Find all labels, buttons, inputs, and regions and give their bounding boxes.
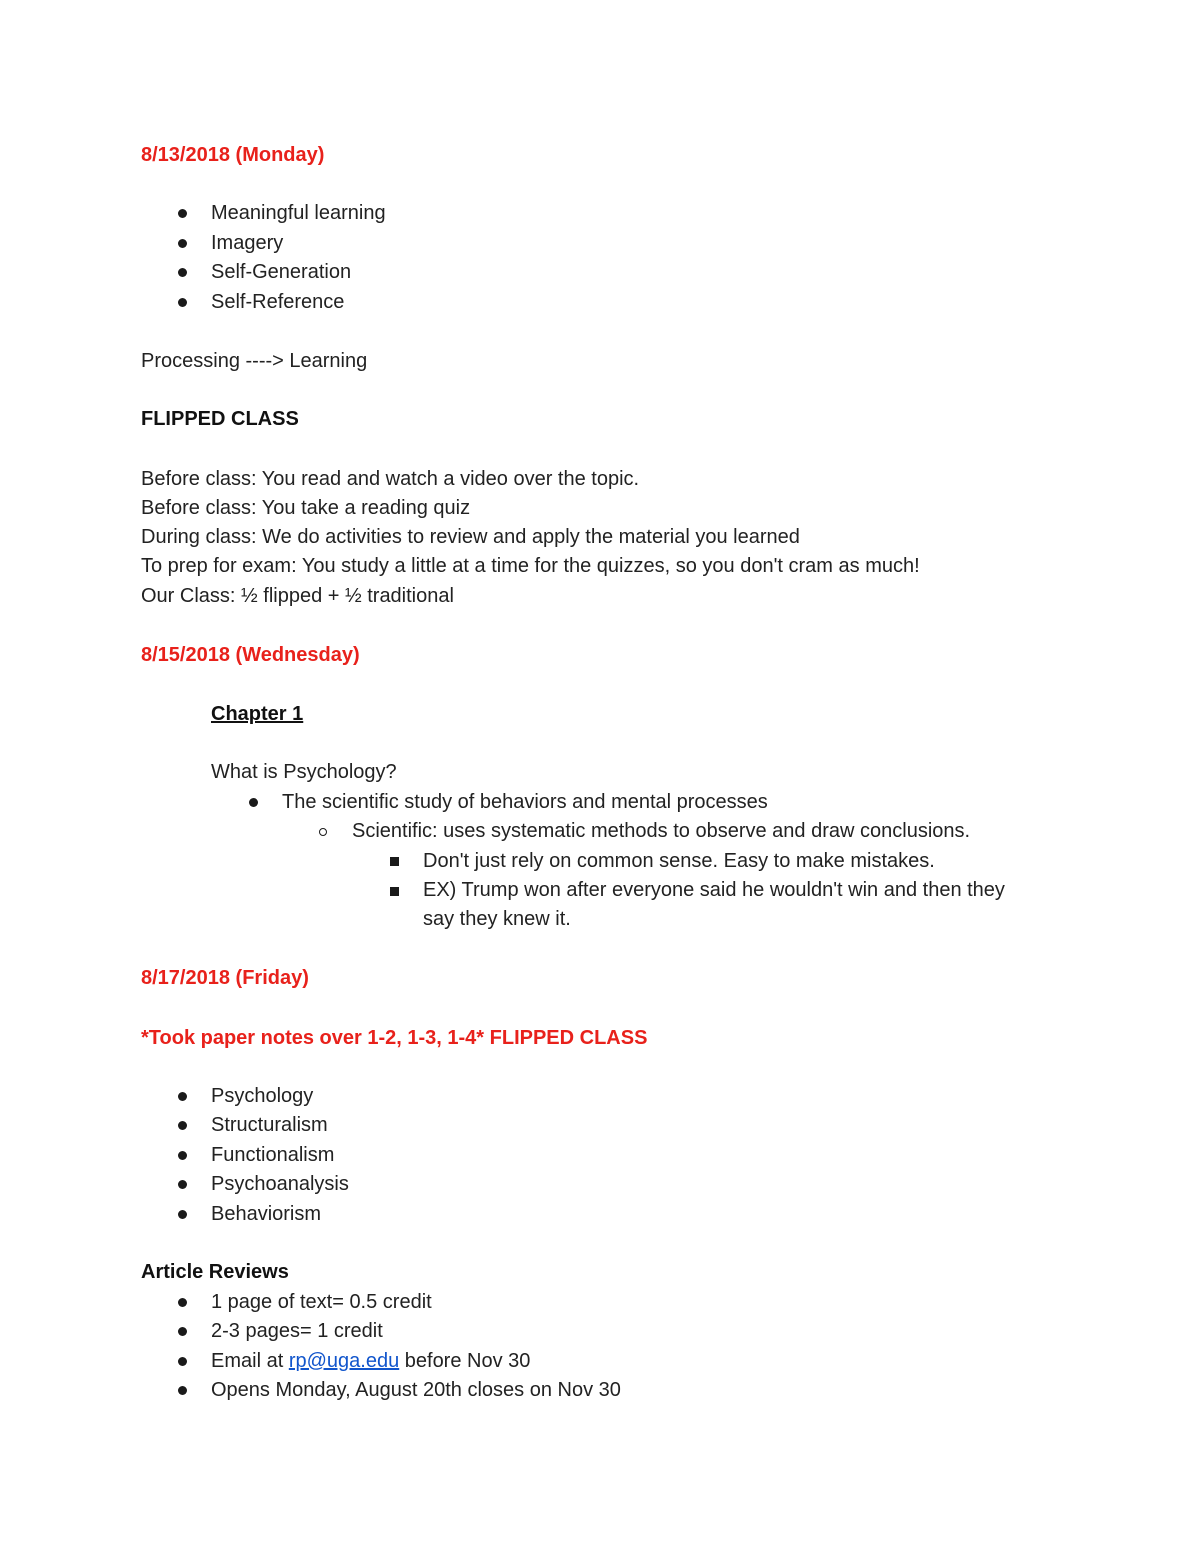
list-item: 2-3 pages= 1 credit	[211, 1320, 383, 1342]
list-item: Meaningful learning	[211, 202, 386, 224]
question-line: What is Psychology?	[211, 761, 397, 783]
email-suffix: before Nov 30	[399, 1350, 531, 1372]
bullet-icon	[178, 239, 187, 248]
list-item: Psychology	[211, 1085, 314, 1107]
list-item: Opens Monday, August 20th closes on Nov 30	[211, 1379, 621, 1401]
paragraph-line: To prep for exam: You study a little at a time for the quizzes, so you don't cram as much!	[141, 555, 920, 577]
list-item: Functionalism	[211, 1144, 335, 1166]
flipped-class-heading: FLIPPED CLASS	[141, 408, 299, 430]
bullet-icon	[178, 268, 187, 277]
bullet-icon	[178, 1210, 187, 1219]
list-item: Behaviorism	[211, 1203, 322, 1225]
date-heading-monday: 8/13/2018 (Monday)	[141, 144, 325, 166]
paragraph-line: Before class: You take a reading quiz	[141, 497, 471, 519]
list-item-level3: EX) Trump won after everyone said he wouldn't win and then they	[423, 879, 1005, 901]
date-heading-friday: 8/17/2018 (Friday)	[141, 967, 309, 989]
list-item-level3-continuation: say they knew it.	[423, 908, 571, 930]
list-item: Psychoanalysis	[211, 1173, 349, 1195]
bullet-icon	[249, 798, 258, 807]
square-bullet-icon	[390, 887, 399, 896]
list-item-level3: Don't just rely on common sense. Easy to make mistakes.	[423, 850, 935, 872]
list-item-level1: The scientific study of behaviors and mental processes	[282, 791, 768, 813]
list-item: Self-Generation	[211, 261, 352, 283]
email-prefix: Email at	[211, 1350, 289, 1372]
chapter-heading: Chapter 1	[211, 703, 304, 725]
bullet-icon	[178, 298, 187, 307]
article-reviews-heading: Article Reviews	[141, 1261, 289, 1283]
paragraph-line: During class: We do activities to review and apply the material you learned	[141, 526, 800, 548]
bullet-icon	[178, 1180, 187, 1189]
date-heading-wednesday: 8/15/2018 (Wednesday)	[141, 644, 360, 666]
bullet-icon	[178, 1298, 187, 1307]
square-bullet-icon	[390, 857, 399, 866]
list-item: Self-Reference	[211, 291, 345, 313]
bullet-icon	[178, 1092, 187, 1101]
email-link[interactable]: rp@uga.edu	[288, 1350, 400, 1372]
bullet-icon	[178, 209, 187, 218]
bullet-icon	[178, 1121, 187, 1130]
processing-line: Processing ----> Learning	[141, 350, 368, 372]
paragraph-line: Our Class: ½ flipped + ½ traditional	[141, 585, 454, 607]
paragraph-line: Before class: You read and watch a video over the topic.	[141, 468, 640, 490]
list-item-level2: Scientific: uses systematic methods to observe and draw conclusions.	[352, 820, 971, 842]
bullet-icon	[178, 1327, 187, 1336]
bullet-icon	[178, 1357, 187, 1366]
hollow-bullet-icon	[319, 828, 327, 836]
list-item: Structuralism	[211, 1114, 328, 1136]
bullet-icon	[178, 1386, 187, 1395]
list-item-email	[211, 1349, 530, 1373]
list-item: Imagery	[211, 232, 284, 254]
list-item: 1 page of text= 0.5 credit	[211, 1291, 432, 1313]
paper-notes-note: *Took paper notes over 1-2, 1-3, 1-4* FLIPPED CLASS	[141, 1027, 648, 1049]
bullet-icon	[178, 1151, 187, 1160]
